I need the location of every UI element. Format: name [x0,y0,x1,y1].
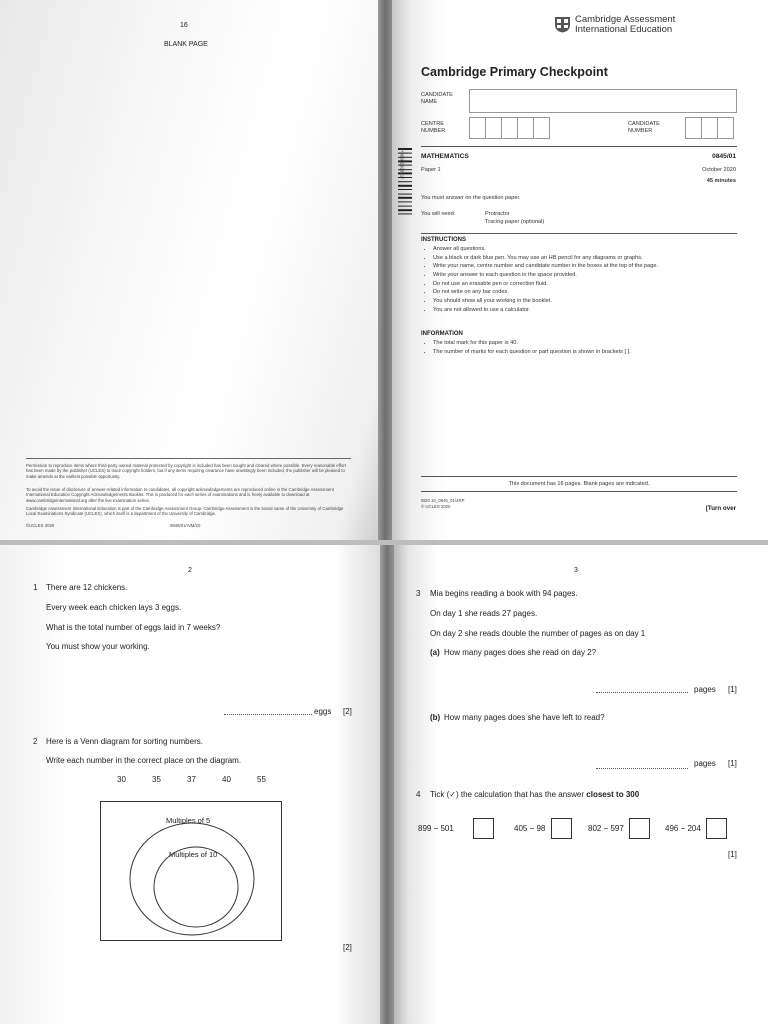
venn-outer-label: Multiples of 5 [166,816,211,825]
paper-code: 0845/01 [712,153,736,160]
paper-title: Cambridge Primary Checkpoint [421,65,608,79]
digit-box[interactable] [685,117,702,139]
digit-box[interactable] [701,117,718,139]
instruction-item: • Write your name, centre number and candidate number in the boxes at the top of the page. [433,262,743,271]
instruction-item: • Do not use an erasable pen or correction fluid. [433,280,743,289]
divider [421,233,737,234]
footer-code: 0845/01/A/M/20 [170,523,201,528]
divider [26,458,351,459]
book-gutter [380,545,394,1024]
candidate-name-label: CANDIDATE NAME [421,92,453,106]
turn-over-label: [Turn over [705,505,736,512]
q3b-marks: [1] [728,759,737,768]
q1-text-3: What is the total number of eggs laid in 7 weeks? [46,623,221,632]
sort-number: 40 [222,775,231,784]
document-note: This document has 16 pages. Blank pages are indicated. [508,481,650,487]
q2-text-2: Write each number in the correct place on the diagram. [46,756,242,765]
divider [421,146,737,147]
question-number: 4 [416,790,421,799]
q3-text-2: On day 1 she reads 27 pages. [430,609,538,618]
information-item: • The number of marks for each question or part question is shown in brackets [ ]. [433,348,743,357]
q3b-label: (b) [430,713,441,722]
page-1-cover [392,0,768,540]
q3-text-1: Mia begins reading a book with 94 pages. [430,589,578,598]
q3-text-3: On day 2 she reads double the number of pages as on day 1 [430,629,646,638]
q4-option-2: 405 − 98 [514,824,546,833]
q3b-unit: pages [694,759,716,768]
sort-number: 35 [152,775,161,784]
q4-marks: [1] [728,850,737,859]
q3a-marks: [1] [728,685,737,694]
page-number: 3 [574,567,578,574]
sort-number: 30 [117,775,126,784]
q4-text [430,790,639,799]
page-2 [0,545,380,1024]
q1-text-1: There are 12 chickens. [46,583,128,592]
page-3 [394,545,768,1024]
q1-text-4: You must show your working. [46,642,150,651]
instructions-list [421,245,743,314]
centre-number-field[interactable] [469,117,549,139]
q4-text-bold: closest to 300 [586,790,640,799]
instructions-heading: INSTRUCTIONS [421,237,466,243]
page-number: 2 [188,567,192,574]
paper-number: Paper 1 [421,167,441,173]
instruction-item: • You are not allowed to use a calculator. [433,306,743,315]
question-number: 1 [33,583,38,592]
blank-page-label: BLANK PAGE [164,41,208,48]
must-answer-note: You must answer on the question paper. [421,195,521,201]
digit-box[interactable] [501,117,518,139]
digit-box[interactable] [485,117,502,139]
q4-option-3: 802 − 597 [588,824,624,833]
q1-marks: [2] [343,707,352,716]
footer-copyright: ©UCLES 2020 [26,523,55,528]
candidate-number-field[interactable] [685,117,737,139]
divider [421,491,737,492]
need-item-2: Tracing paper (optional) [485,219,545,225]
q4-tick-box-4[interactable] [706,818,727,839]
q4-text-regular: Tick (✓) the calculation that has the answer [430,790,587,799]
copyright-paragraph-3: Cambridge Assessment International Education is part of the Cambridge Assessment Group. Cambridge Assessment is the brand name of the University of Cambridge Local Examinations Syndicate (UCLES), which itself is a department of the University of Cambridge. [26,506,344,517]
digit-box[interactable] [533,117,550,139]
need-item-1: Protractor [485,211,510,217]
q3a-text: How many pages does she read on day 2? [444,648,597,657]
exam-date: October 2020 [702,167,736,173]
divider [421,476,737,477]
q4-tick-box-1[interactable] [473,818,494,839]
q3a-answer-line[interactable] [596,692,688,693]
q3b-answer-line[interactable] [596,768,688,769]
q2-marks: [2] [343,943,352,952]
copyright-paragraph-2: To avoid the issue of disclosure of answer-related information to candidates, all copyright acknowledgements are reproduced online in the Cambridge Assessment International Education Copyright Acknowledgements Booklet. This is produced for each series of examinations and is freely available to download at www.cambridgeinternational.org after the live examination series. [26,487,334,503]
q3b-text: How many pages does she have left to read? [444,713,605,722]
subject: MATHEMATICS [421,153,469,160]
barcode-number: *3096299381* [399,150,405,180]
information-heading: INFORMATION [421,331,463,337]
page-16 [0,0,378,540]
digit-box[interactable] [733,117,734,139]
logo-text [575,15,675,36]
q4-option-4: 496 − 204 [665,824,701,833]
question-number: 3 [416,589,421,598]
q3a-unit: pages [694,685,716,694]
q1-unit: eggs [314,707,332,716]
digit-box[interactable] [469,117,486,139]
information-item: • The total mark for this paper is 40. [433,339,743,348]
candidate-name-field[interactable] [469,89,737,113]
instruction-item: • Answer all questions. [433,245,743,254]
copyright-paragraph-1: Permission to reproduce items where third-party owned material protected by copyright is included has been sought and cleared where possible. Every reasonable effort has been made by the publisher (UCLES) to trace copyright holders, but if any items requiring clearance have unwittingly been included, the publisher will be pleased to make amends at the earliest possible opportunity. [26,463,346,479]
q1-text-2: Every week each chicken lays 3 eggs. [46,603,182,612]
question-number: 2 [33,737,38,746]
sort-number: 37 [187,775,196,784]
q2-text-1: Here is a Venn diagram for sorting numbers. [46,737,203,746]
sort-number: 55 [257,775,266,784]
q4-tick-box-3[interactable] [629,818,650,839]
book-gutter [378,0,392,540]
page-number: 16 [180,22,188,29]
instruction-item: • You should show all your working in the booklet. [433,297,743,306]
candidate-number-label: CANDIDATE NUMBER [628,121,660,135]
instruction-item: • Use a black or dark blue pen. You may use an HB pencil for any diagrams or graphs. [433,254,743,263]
q1-answer-line[interactable] [224,714,312,715]
q4-option-1: 899 − 501 [418,824,454,833]
instruction-item: • Write your answer to each question in the space provided. [433,271,743,280]
digit-box[interactable] [717,117,734,139]
instruction-item: • Do not write on any bar codes. [433,288,743,297]
footer-code: IB20 10_0845_01/4RP [421,498,465,503]
you-will-need-label: You will need: [421,211,456,217]
logo-line-2: International Education [575,24,673,36]
cambridge-shield-icon [554,16,571,33]
footer-copyright: © UCLES 2020 [421,504,451,509]
logo-line-1: Cambridge Assessment [575,14,676,25]
digit-box[interactable] [517,117,534,139]
venn-inner-label: Multiples of 10 [169,850,218,859]
centre-number-label: CENTRE NUMBER [421,121,446,135]
information-list [421,339,743,356]
q3a-label: (a) [430,648,440,657]
q4-tick-box-2[interactable] [551,818,572,839]
exam-duration: 45 minutes [706,178,736,184]
